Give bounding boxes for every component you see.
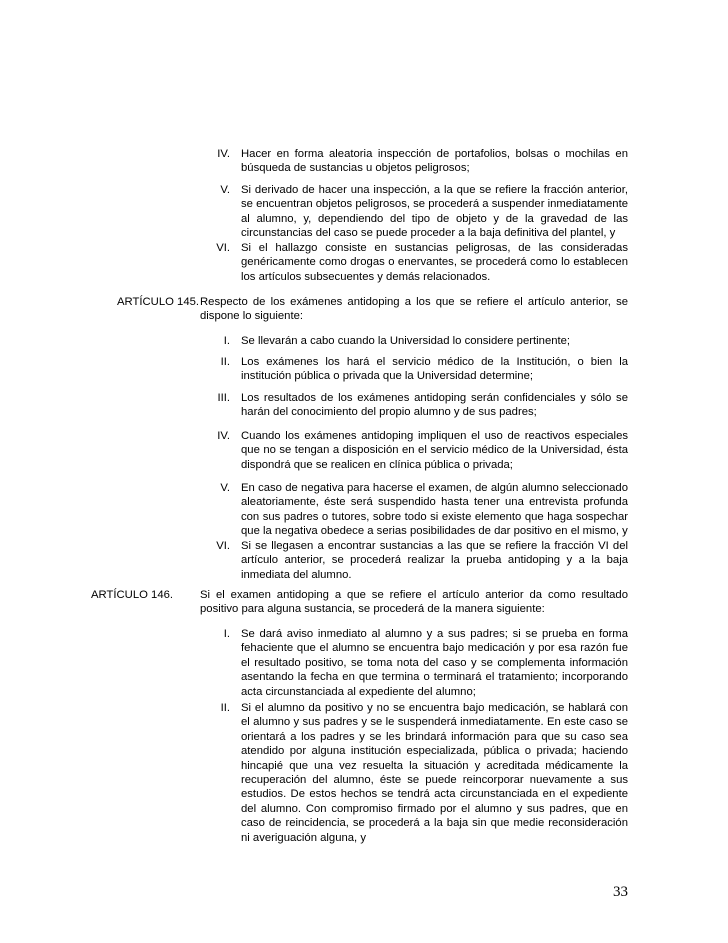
article-label: ARTÍCULO 145. [117,296,200,308]
item-number: I. [223,628,230,640]
item-text: Se llevarán a cabo cuando la Universidad lo considere pertinente; [241,335,571,347]
item-number: IV. [217,430,230,442]
page-number: 33 [613,884,628,900]
item-text: Los exámenes los hará el servicio médico de la Institución, o bien la institución pública o privada que la Universidad determine; [241,356,628,383]
item-text: Si el hallazgo consiste en sustancias peligrosas, de las consideradas genéricamente como drogas o enervantes, se procederá como lo establecen los artículos subsecuentes y demás relacionados. [241,242,628,283]
item-number: I. [223,335,230,347]
item-number: V. [220,184,230,196]
item-text: En caso de negativa para hacerse el examen, de algún alumno seleccionado aleatoriamente, éste será suspendido hasta tener una entrevista profunda con sus padres o tutores, sobre todo si existe elemento que haga sospechar que la negativa obedece a serias posibilidades de dar positivo en el mismo, y [241,482,628,538]
item-number: VI. [216,242,230,254]
item-text: Si el alumno da positivo y no se encuentra bajo medicación, se hablará con el alumno y sus padres y se le suspenderá inmediatamente. En este caso se orientará a los padres y se les brindará información para que su caso sea atendido por alguna institución especializada, pública o privada; haciendo hincapié que una vez resuelta la situación y acreditada médicamente la recuperación del alumno, éste se puede reincorporar nuevamente a sus estudios. De estos hechos se tendrá acta circunstanciada en el expediente del alumno. Con compromiso firmado por el alumno y sus padres, que en caso de reincidencia, se procederá a la baja sin que medie reconsideración ni averiguación alguna, y [241,702,628,844]
item-number: IV. [217,148,230,160]
item-text: Los resultados de los exámenes antidoping serán confidenciales y sólo se harán del conocimiento del propio alumno y de sus padres; [241,392,628,419]
item-number: II. [220,702,230,714]
item-text: Hacer en forma aleatoria inspección de portafolios, bolsas o mochilas en búsqueda de sustancias u objetos peligrosos; [241,148,628,175]
item-number: III. [217,392,230,404]
item-number: II. [220,356,230,368]
item-text: Si se llegasen a encontrar sustancias a las que se refiere la fracción VI del artículo anterior, se procederá realizar la prueba antidoping y a la baja inmediata del alumno. [241,540,628,581]
item-text: Si derivado de hacer una inspección, a la que se refiere la fracción anterior, se encuentran objetos peligrosos, se procederá a suspender inmediatamente al alumno, y, dependiendo del tipo de objeto y de la gravedad de las circunstancias del caso se puede proceder a la baja definitiva del plantel, y [241,184,628,240]
item-text: Se dará aviso inmediato al alumno y a sus padres; si se prueba en forma fehaciente que el alumno se encuentra bajo medicación y por esa razón fue el resultado positivo, se toma nota del caso y se complementa información asentando la fecha en que termina o terminará el tratamiento; incorporando acta circunstanciada al expediente del alumno; [241,628,628,698]
article-text: Respecto de los exámenes antidoping a los que se refiere el artículo anterior, se dispone lo siguiente: [200,296,628,323]
article-text: Si el examen antidoping a que se refiere el artículo anterior da como resultado positivo para alguna sustancia, se procederá de la manera siguiente: [200,589,628,616]
item-text: Cuando los exámenes antidoping impliquen el uso de reactivos especiales que no se tengan a disposición en el servicio médico de la Universidad, ésta dispondrá que se realicen en clínica pública o privada; [241,430,628,471]
article-label: ARTÍCULO 146. [91,589,174,601]
item-number: V. [220,482,230,494]
item-number: VI. [216,540,230,552]
